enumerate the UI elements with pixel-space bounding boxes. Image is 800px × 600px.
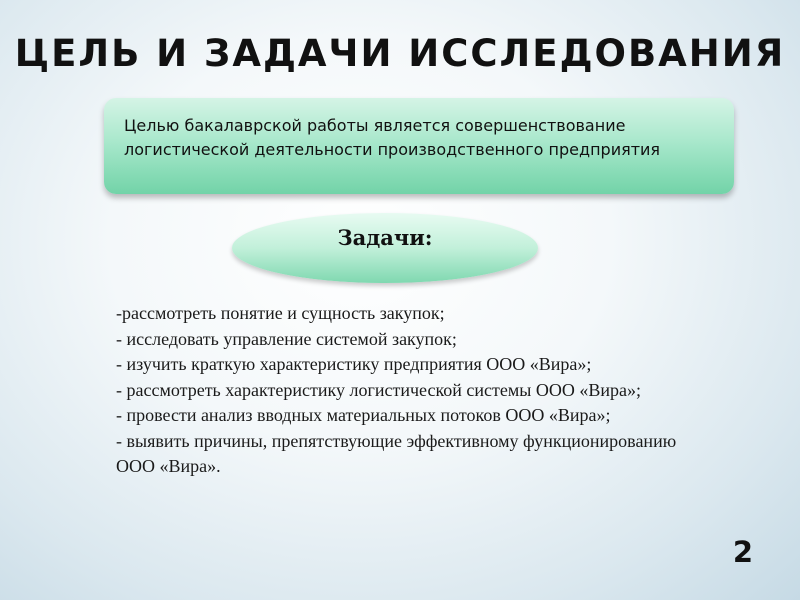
slide-title: ЦЕЛЬ И ЗАДАЧИ ИССЛЕДОВАНИЯ: [14, 32, 786, 75]
goal-text: Целью бакалаврской работы является совершенствование логистической деятельности производственного предприятия: [124, 116, 661, 159]
task-item: - изучить краткую характеристику предприятия ООО «Вира»;: [116, 354, 592, 374]
goal-box: [104, 98, 734, 194]
task-item: -рассмотреть понятие и сущность закупок;: [116, 303, 445, 323]
task-item: - исследовать управление системой закупок;: [116, 328, 457, 349]
page-number: 2: [732, 535, 754, 569]
tasks-list: [116, 301, 716, 480]
task-item: - провести анализ вводных материальных потоков ООО «Вира»;: [116, 405, 611, 425]
task-item: - выявить причины, препятствующие эффективному функционированию ООО «Вира».: [116, 430, 677, 476]
task-item: - рассмотреть характеристику логистической системы ООО «Вира»;: [116, 379, 641, 400]
tasks-heading: Задачи:: [337, 225, 433, 250]
